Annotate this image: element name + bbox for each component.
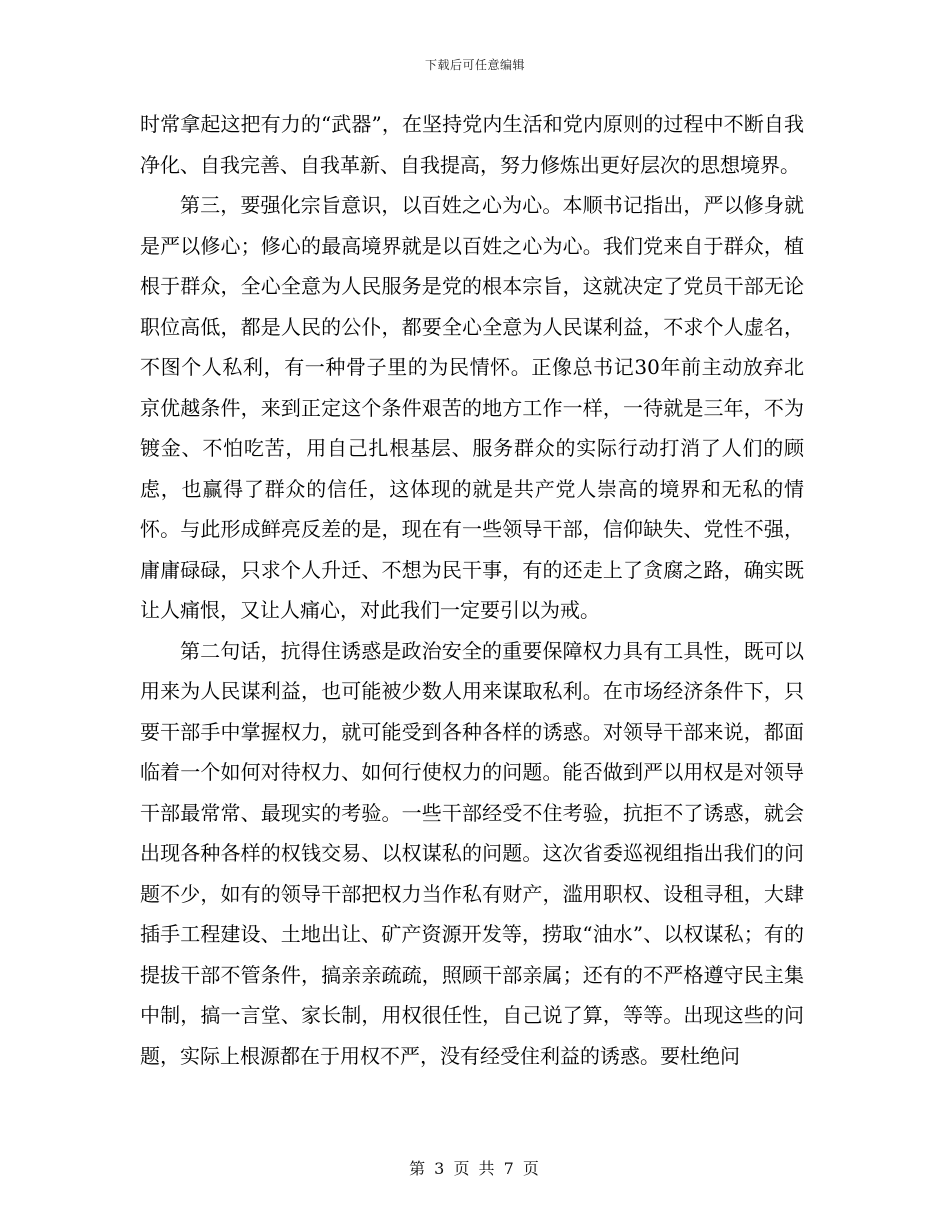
- document-body: [140, 104, 804, 1076]
- paragraph-2: 第三，要强化宗旨意识，以百姓之心为心。本顺书记指出，严以修身就是严以修心；修心的最高境界就是以百姓之心为心。我们党来自于群众，植根于群众，全心全意为人民服务是党的根本宗旨，这就决定了党员干部无论职位高低，都是人民的公仆，都要全心全意为人民谋利益，不求个人虚名，不图个人私利，有一种骨子里的为民情怀。正像总书记30年前主动放弃北京优越条件，来到正定这个条件艰苦的地方工作一样，一待就是三年，不为镀金、不怕吃苦，用自己扎根基层、服务群众的实际行动打消了人们的顾虑，也赢得了群众的信任，这体现的就是共产党人崇高的境界和无私的情怀。与此形成鲜亮反差的是，现在有一些领导干部，信仰缺失、党性不强，庸庸碌碌，只求个人升迁、不想为民干事，有的还走上了贪腐之路，确实既让人痛恨，又让人痛心，对此我们一定要引以为戒。: [140, 193, 804, 622]
- page-footer: 第 3 页 共 7 页: [409, 1159, 541, 1178]
- page-header: 下载后可任意编辑: [424, 58, 525, 72]
- paragraph-3: 第二句话，抗得住诱惑是政治安全的重要保障权力具有工具性，既可以用来为人民谋利益，也可能被少数人用来谋取私利。在市场经济条件下，只要干部手中掌握权力，就可能受到各种各样的诱惑。对领导干部来说，都面临着一个如何对待权力、如何行使权力的问题。能否做到严以用权是对领导干部最常常、最现实的考验。一些干部经受不住考验，抗拒不了诱惑，就会出现各种各样的权钱交易、以权谋私的问题。这次省委巡视组指出我们的问题不少，如有的领导干部把权力当作私有财产，滥用职权、设租寻租，大肆插手工程建设、土地出让、矿产资源开发等，捞取“油水”、以权谋私；有的提拔干部不管条件，搞亲亲疏疏，照顾干部亲属；还有的不严格遵守民主集中制，搞一言堂、家长制，用权很任性，自己说了算，等等。出现这些的问题，实际上根源都在于用权不严，没有经受住利益的诱惑。要杜绝问: [140, 638, 804, 1068]
- paragraph-1: 时常拿起这把有力的“武器”，在坚持党内生活和党内原则的过程中不断自我净化、自我完善、自我革新、自我提高，努力修炼出更好层次的思想境界。: [140, 112, 804, 177]
